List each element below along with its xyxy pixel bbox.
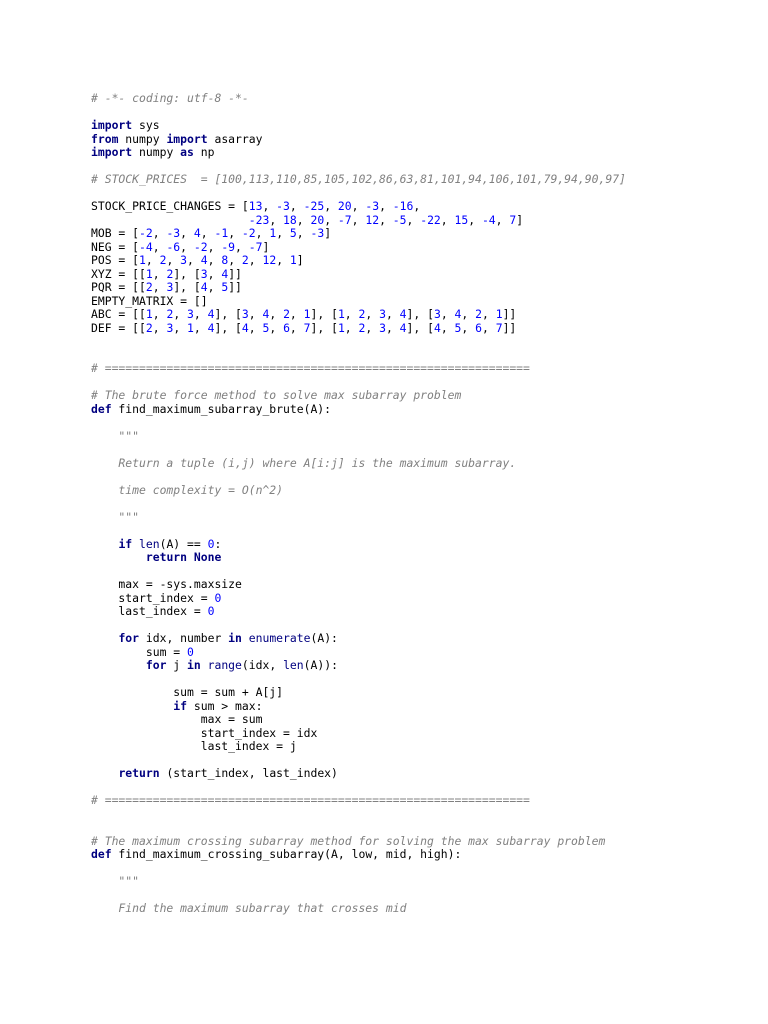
code-line	[91, 551, 751, 565]
code-line	[91, 524, 751, 538]
code-token: -1	[214, 226, 229, 240]
code-token: 4	[241, 320, 249, 335]
code-token: (A) ==	[159, 536, 208, 551]
code-line	[91, 592, 751, 606]
code-token: ]	[324, 226, 332, 240]
code-token: ,	[344, 320, 359, 335]
code-token	[91, 658, 146, 672]
code-token: ,	[180, 226, 194, 240]
code-token: import	[91, 118, 133, 132]
code-token: in	[228, 631, 242, 645]
code-token: ,	[200, 226, 215, 240]
code-line	[91, 160, 751, 174]
code-token: ,	[379, 199, 393, 213]
code-line	[91, 754, 751, 768]
code-line	[91, 430, 751, 444]
code-token: ,	[385, 307, 400, 321]
code-token: PQR = [[	[91, 280, 146, 294]
code-token: 1	[139, 253, 146, 267]
code-token: -16	[392, 199, 414, 213]
code-token: 1	[337, 307, 345, 321]
code-token: for	[118, 631, 140, 645]
code-token: 6	[283, 320, 290, 335]
code-token: (start_index, last_index)	[159, 766, 338, 780]
code-token	[91, 699, 173, 713]
code-token: 4	[200, 253, 208, 267]
code-token: ,	[152, 320, 167, 335]
code-token: ,	[481, 307, 496, 321]
code-token	[242, 631, 249, 645]
code-token: ]]	[502, 320, 517, 335]
code-token: -3	[365, 199, 380, 213]
code-token: ,	[344, 307, 359, 321]
code-token: ,	[365, 307, 380, 321]
code-line	[91, 335, 751, 349]
code-token: enumerate	[248, 631, 311, 645]
code-token: 1	[495, 307, 503, 321]
code-line	[91, 92, 751, 106]
code-token: if	[173, 698, 188, 713]
code-token: 3	[379, 307, 386, 321]
code-token: ,	[296, 212, 311, 227]
code-token: ,	[413, 199, 421, 213]
code-token: 2	[358, 307, 366, 321]
code-line	[91, 578, 751, 592]
code-token: 3	[241, 307, 249, 321]
code-token: 6	[475, 320, 482, 335]
code-token: ,	[365, 320, 380, 335]
code-token: 2	[159, 253, 167, 267]
code-line	[91, 119, 751, 133]
code-token: ,	[166, 253, 181, 267]
code-line	[91, 632, 751, 646]
code-token: if	[118, 536, 133, 551]
code-token: ,	[276, 253, 290, 267]
code-token: ]]	[228, 280, 242, 294]
code-line	[91, 376, 751, 390]
code-token: -25	[303, 199, 325, 213]
code-token: # STOCK_PRICES = [100,113,110,85,105,102,86,63,81,101,94,106,101,79,94,90,97]	[91, 172, 626, 186]
code-token: ,	[289, 307, 304, 321]
code-token: (A):	[310, 631, 338, 645]
code-token: ,	[152, 226, 167, 240]
code-line	[91, 268, 751, 282]
code-token: -7	[248, 239, 263, 254]
code-token: 3	[187, 307, 194, 321]
code-token: -23	[248, 212, 270, 227]
code-token: ,	[406, 212, 421, 227]
code-token: ], [	[173, 280, 201, 294]
code-token: ,	[440, 212, 455, 227]
code-token: ,	[152, 266, 167, 281]
code-token: ,	[173, 320, 188, 335]
code-token: STOCK_PRICE_CHANGES = [	[91, 199, 249, 213]
code-token: ,	[193, 320, 208, 335]
code-token: 2	[241, 253, 249, 267]
code-token: ,	[207, 266, 222, 281]
code-token: 3	[166, 280, 174, 294]
code-token: 12	[365, 212, 380, 227]
code-token: 2	[166, 266, 174, 281]
code-token: return	[118, 766, 160, 780]
code-token: 1	[337, 320, 345, 335]
code-token: ,	[235, 239, 249, 254]
code-token	[91, 550, 146, 564]
code-token: -6	[166, 239, 181, 254]
code-listing	[91, 92, 751, 916]
code-token: 2	[145, 280, 153, 294]
code-token: ,	[440, 320, 455, 335]
code-line	[91, 241, 751, 255]
code-token: ,	[276, 226, 290, 240]
code-token: ,	[145, 253, 160, 267]
code-token: (A)):	[303, 658, 338, 672]
code-token: NEG = [	[91, 239, 140, 254]
code-token: 1	[187, 320, 194, 335]
code-token: 1	[303, 307, 311, 321]
code-token: 0	[214, 590, 222, 605]
code-token: find_maximum_subarray_brute(A):	[111, 401, 332, 416]
code-token: ,	[207, 239, 222, 254]
code-line	[91, 686, 751, 700]
code-token: 2	[283, 307, 290, 321]
code-line	[91, 106, 751, 120]
code-line	[91, 214, 751, 228]
code-token: 20	[310, 212, 325, 227]
code-token: 4	[207, 320, 215, 335]
code-token: 5	[454, 320, 462, 335]
code-token: None	[193, 550, 222, 564]
code-line	[91, 349, 751, 363]
code-token: def	[91, 401, 112, 416]
code-token: ,	[379, 212, 393, 227]
code-token: ,	[269, 320, 284, 335]
code-line	[91, 538, 751, 552]
code-token: last_index =	[91, 604, 208, 618]
code-token: numpy	[118, 131, 167, 146]
code-token: ,	[152, 239, 167, 254]
code-line	[91, 362, 751, 376]
code-line	[91, 389, 751, 403]
code-token: ,	[173, 307, 188, 321]
code-token: # ==============================================================	[91, 793, 530, 807]
code-token: -3	[310, 226, 325, 240]
code-line	[91, 511, 751, 525]
code-token: -7	[337, 212, 352, 227]
code-token: ,	[351, 212, 366, 227]
code-token: (idx,	[241, 658, 284, 672]
code-line	[91, 889, 751, 903]
code-line	[91, 200, 751, 214]
code-token: 7	[495, 320, 503, 335]
code-line	[91, 659, 751, 673]
code-token: as	[180, 145, 194, 159]
code-token: -5	[392, 212, 407, 227]
code-token: last_index = j	[91, 739, 297, 753]
code-token: start_index = idx	[91, 725, 318, 740]
code-token: # -*- coding: utf-8 -*-	[91, 91, 249, 105]
code-token: ABC = [[	[91, 307, 146, 321]
code-token: ]]	[502, 307, 517, 321]
code-token: :	[214, 536, 222, 551]
code-token: 4	[454, 307, 462, 321]
code-line	[91, 295, 751, 309]
code-line	[91, 821, 751, 835]
code-token: -3	[166, 226, 181, 240]
code-line	[91, 646, 751, 660]
code-token: POS = [	[91, 253, 140, 267]
code-token: ,	[351, 199, 366, 213]
code-token: EMPTY_MATRIX = []	[91, 293, 208, 308]
code-token: 3	[200, 266, 208, 281]
code-line	[91, 875, 751, 889]
code-token: find_maximum_crossing_subarray(A, low, mid, high):	[111, 847, 462, 861]
code-token: 5	[262, 320, 270, 335]
code-token: 13	[248, 199, 263, 213]
code-line	[91, 727, 751, 741]
code-line	[91, 281, 751, 295]
code-line	[91, 862, 751, 876]
code-line	[91, 619, 751, 633]
code-token: return	[145, 550, 188, 564]
code-token: ]]	[228, 266, 242, 281]
code-line	[91, 403, 751, 417]
code-token: 0	[207, 536, 215, 551]
code-token: ,	[269, 307, 284, 321]
code-token: ,	[461, 320, 476, 335]
code-token: start_index =	[91, 590, 215, 605]
code-token: ], [	[214, 320, 242, 335]
code-token: 4	[399, 320, 407, 335]
code-token: max = sum	[91, 712, 263, 726]
code-token: 4	[207, 307, 215, 321]
code-token: 1	[145, 307, 153, 321]
code-line	[91, 308, 751, 322]
code-token: ,	[296, 226, 311, 240]
code-token: ,	[289, 320, 304, 335]
code-token: 1	[145, 266, 153, 281]
code-token: ,	[495, 212, 510, 227]
code-line	[91, 848, 751, 862]
code-line	[91, 835, 751, 849]
code-token: -4	[139, 239, 153, 254]
code-token: """	[91, 874, 140, 888]
code-line	[91, 767, 751, 781]
code-line	[91, 470, 751, 484]
code-token: np	[193, 145, 215, 159]
code-token: -2	[193, 239, 208, 254]
code-token: ], [	[310, 320, 338, 335]
code-token: ,	[289, 199, 304, 213]
code-token: ,	[228, 253, 242, 267]
code-token: -22	[420, 212, 441, 227]
code-token: 1	[289, 253, 297, 267]
code-token: 4	[193, 226, 201, 240]
code-line	[91, 565, 751, 579]
code-token: ,	[180, 239, 194, 254]
code-token: 2	[166, 307, 174, 321]
code-token: ,	[248, 307, 263, 321]
code-token: sum > max:	[187, 698, 263, 713]
code-token: 18	[283, 212, 297, 227]
code-token: 12	[262, 253, 277, 267]
code-token: """	[91, 509, 140, 524]
code-token: 4	[221, 266, 229, 281]
code-token: ,	[193, 307, 208, 321]
code-token: 3	[180, 253, 188, 267]
code-token: ,	[481, 320, 496, 335]
code-token: # ==============================================================	[91, 361, 530, 375]
code-token: import	[166, 131, 208, 146]
code-token: 7	[303, 320, 311, 335]
code-line	[91, 133, 751, 147]
code-line	[91, 605, 751, 619]
code-token: ], [	[310, 307, 338, 321]
code-token: ,	[207, 253, 222, 267]
code-token: 15	[454, 212, 469, 227]
code-token: -2	[241, 226, 256, 240]
code-token: ,	[324, 212, 338, 227]
code-token: ]	[262, 239, 270, 254]
code-line	[91, 173, 751, 187]
code-token	[91, 766, 118, 780]
code-token: idx, number	[139, 631, 229, 645]
code-token: for	[145, 658, 167, 672]
code-token: time complexity = O(n^2)	[91, 482, 284, 497]
code-token: -9	[221, 239, 236, 254]
code-token: in	[187, 658, 201, 672]
code-token: 2	[145, 320, 153, 335]
code-token	[91, 213, 249, 227]
code-token: ], [	[214, 307, 242, 321]
code-line	[91, 713, 751, 727]
code-token: def	[91, 847, 112, 861]
code-token	[132, 537, 139, 551]
code-line	[91, 254, 751, 268]
code-token: ], [	[406, 320, 434, 335]
code-token: ,	[324, 199, 338, 213]
code-token: ,	[468, 212, 482, 227]
code-token: len	[139, 536, 160, 551]
code-token: ,	[461, 307, 476, 321]
code-token	[91, 537, 118, 551]
code-token: 5	[289, 226, 297, 240]
code-line	[91, 740, 751, 754]
code-token: numpy	[132, 145, 181, 159]
code-token: -4	[481, 212, 496, 227]
code-token: from	[91, 131, 119, 146]
code-token: ,	[255, 226, 270, 240]
code-token: 2	[358, 320, 366, 335]
code-token: 1	[269, 226, 277, 240]
code-token: ,	[248, 320, 263, 335]
code-line	[91, 794, 751, 808]
code-token: MOB = [	[91, 226, 140, 240]
code-line	[91, 484, 751, 498]
code-token: 3	[166, 320, 174, 335]
code-token	[201, 658, 208, 672]
code-token: 3	[433, 307, 441, 321]
code-token: import	[91, 145, 133, 159]
code-token: 4	[399, 307, 407, 321]
code-token: # The maximum crossing subarray method for solving the max subarray problem	[91, 833, 606, 848]
code-token: ,	[228, 226, 242, 240]
code-line	[91, 187, 751, 201]
code-token: -2	[139, 226, 153, 240]
code-token: 20	[337, 199, 352, 213]
code-line	[91, 781, 751, 795]
code-token: XYZ = [[	[91, 266, 146, 281]
code-line	[91, 457, 751, 471]
code-token: sum = sum + A[j]	[91, 685, 284, 699]
code-token: 4	[200, 280, 208, 294]
code-token: range	[207, 658, 242, 672]
code-line	[91, 808, 751, 822]
code-token: 0	[207, 604, 215, 618]
code-token: asarray	[207, 131, 263, 146]
code-token: ]	[516, 212, 524, 227]
code-token: len	[283, 658, 304, 672]
code-token: """	[91, 428, 140, 443]
code-token: 2	[475, 307, 482, 321]
code-line	[91, 443, 751, 457]
code-token: 7	[509, 212, 517, 227]
code-token: 0	[187, 644, 194, 659]
code-token: ,	[152, 280, 167, 294]
code-token: 3	[379, 320, 386, 335]
code-token: j	[166, 658, 188, 672]
code-token: ,	[248, 253, 263, 267]
code-line	[91, 700, 751, 714]
code-token: ,	[152, 307, 167, 321]
code-token: ,	[440, 307, 455, 321]
code-token: ]	[296, 253, 304, 267]
code-token: ,	[262, 199, 277, 213]
code-line	[91, 497, 751, 511]
code-token: 8	[221, 253, 229, 267]
code-line	[91, 322, 751, 336]
code-token: Find the maximum subarray that crosses mid	[91, 901, 407, 915]
code-token: DEF = [[	[91, 320, 146, 335]
code-token: Return a tuple (i,j) where A[i:j] is the maximum subarray.	[91, 455, 517, 470]
code-token	[187, 550, 194, 564]
code-token: ,	[187, 253, 201, 267]
code-token: # The brute force method to solve max subarray problem	[91, 388, 462, 402]
code-token	[91, 631, 118, 645]
code-token: ,	[385, 320, 400, 335]
code-token: sys	[132, 118, 160, 132]
code-line	[91, 227, 751, 241]
code-token: 4	[433, 320, 441, 335]
code-token: ], [	[406, 307, 434, 321]
code-token: -3	[276, 199, 290, 213]
code-line	[91, 146, 751, 160]
code-token: max = -sys.maxsize	[91, 577, 242, 591]
code-token: sum =	[91, 644, 188, 659]
code-line	[91, 673, 751, 687]
code-line	[91, 902, 751, 916]
code-token: ,	[269, 212, 284, 227]
code-token: ], [	[173, 266, 201, 281]
code-token: ,	[207, 280, 222, 294]
code-line	[91, 416, 751, 430]
code-token: 5	[221, 280, 229, 294]
code-token: 4	[262, 307, 270, 321]
